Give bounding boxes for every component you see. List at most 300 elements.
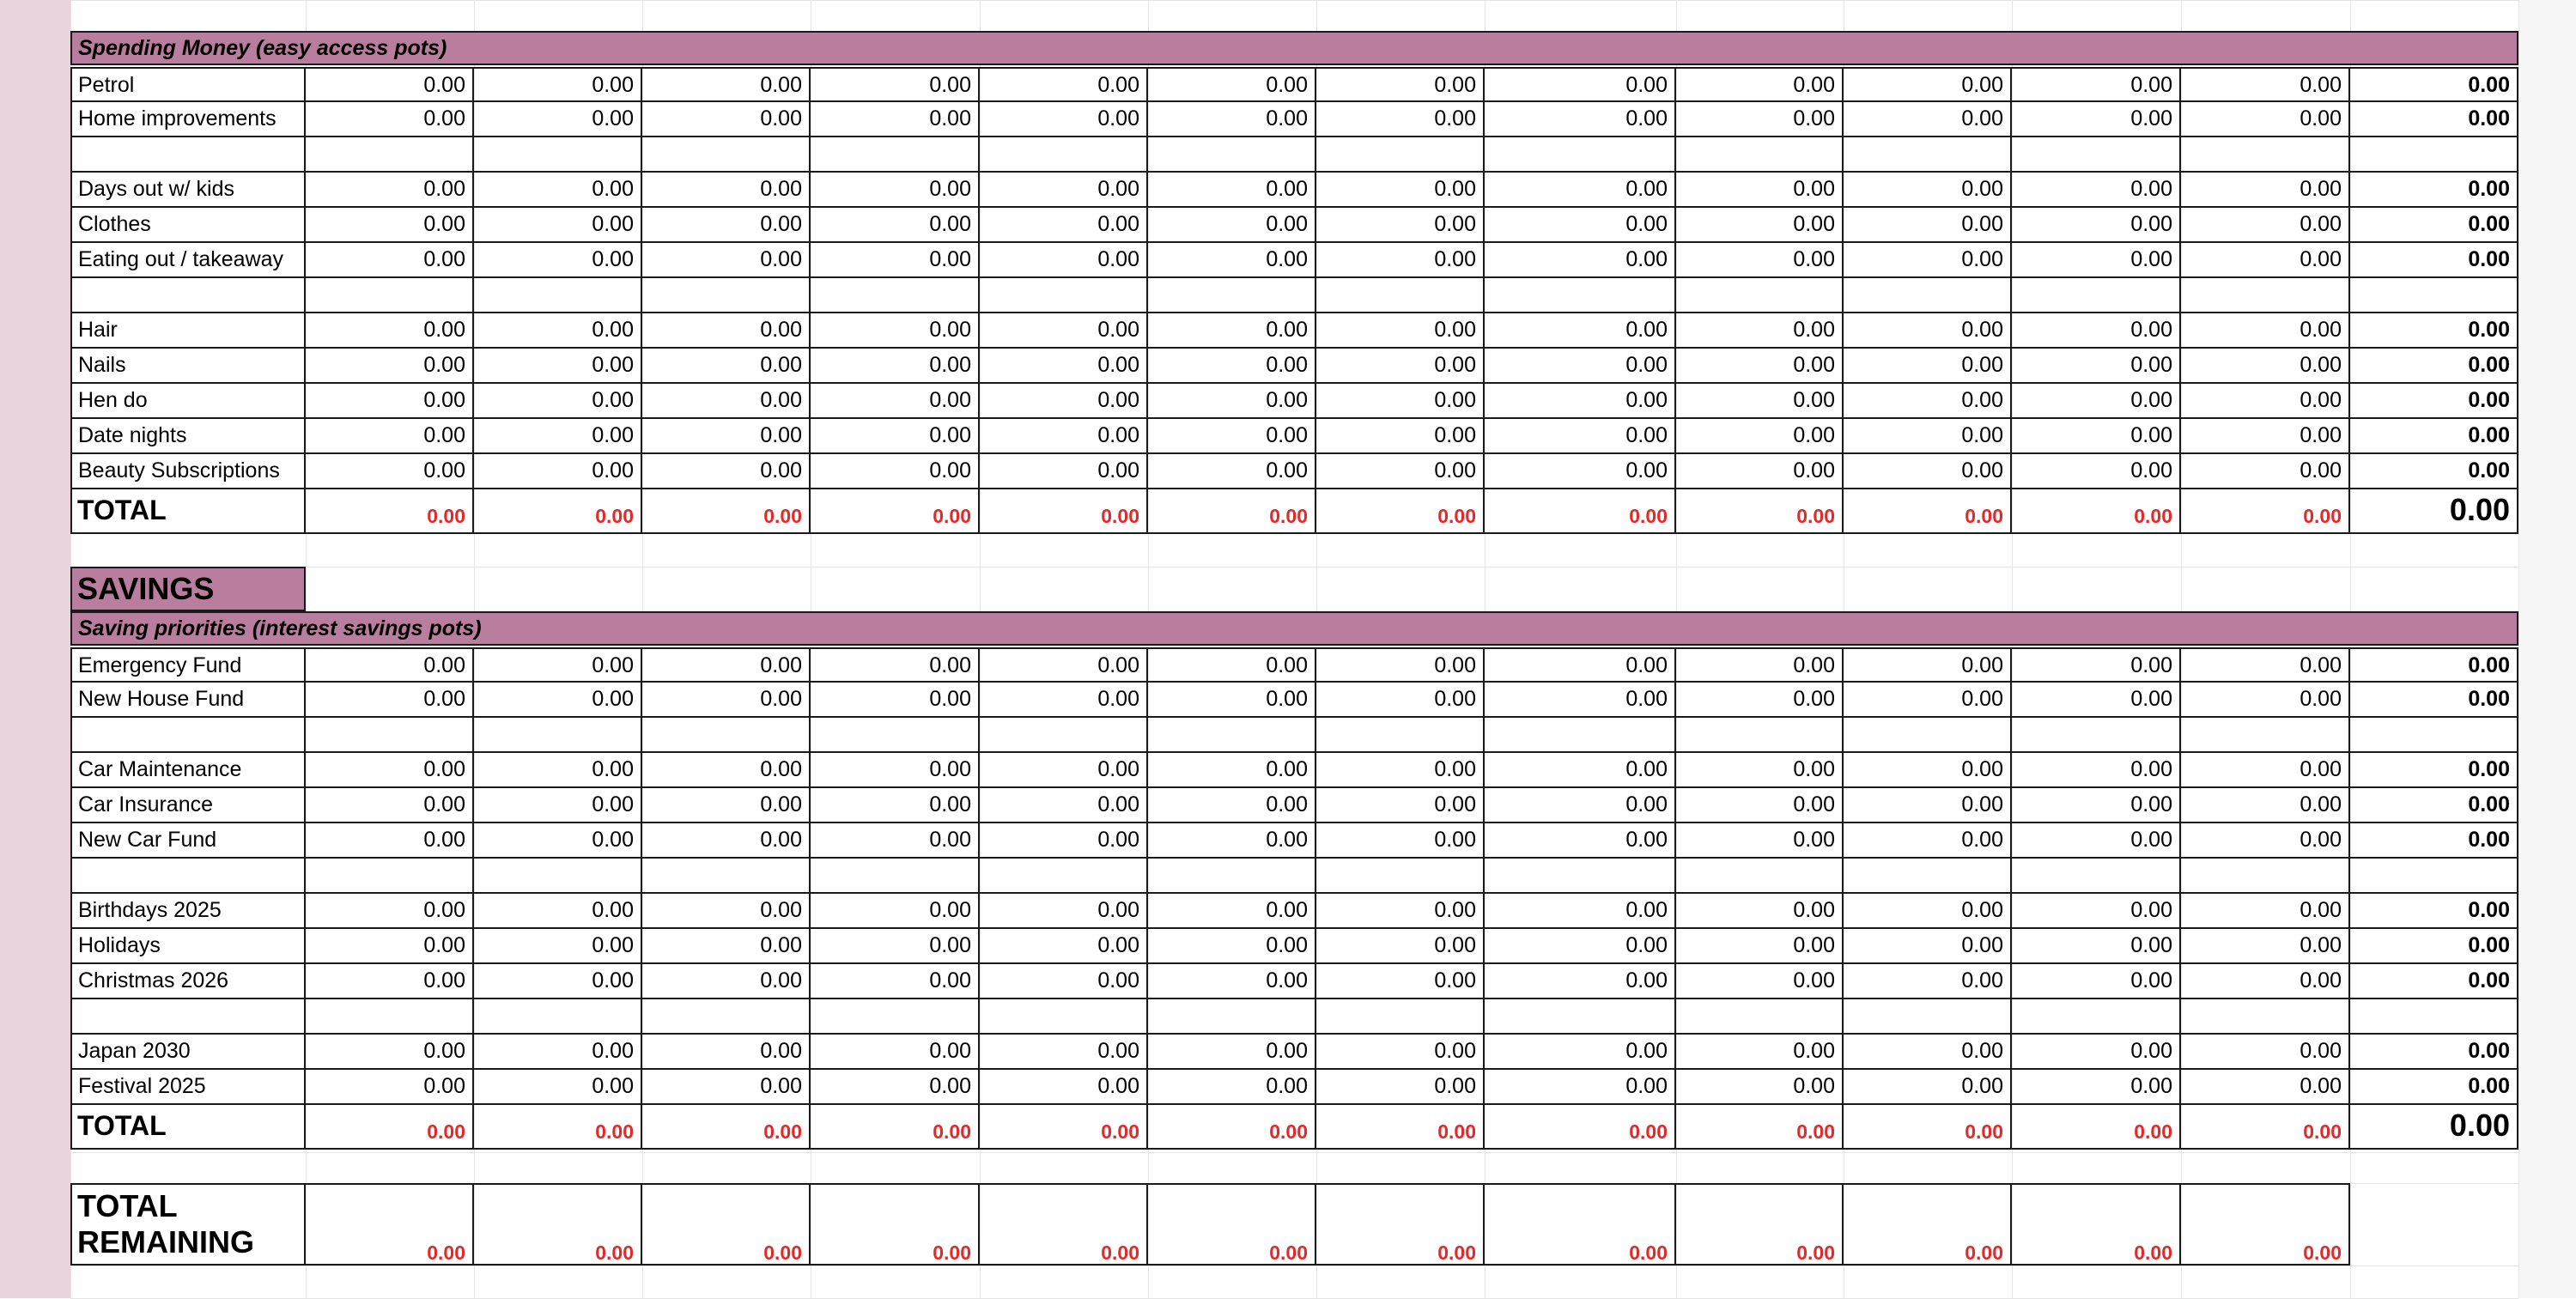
month-value-cell[interactable]: 0.00 bbox=[306, 384, 474, 419]
month-value-cell[interactable]: 0.00 bbox=[306, 788, 474, 823]
row-total-cell[interactable]: 0.00 bbox=[2350, 683, 2518, 718]
month-value-cell[interactable]: 0.00 bbox=[642, 1070, 811, 1105]
month-value-cell[interactable]: 0.00 bbox=[2012, 173, 2181, 208]
month-value-cell[interactable]: 0.00 bbox=[306, 102, 474, 137]
month-value-cell[interactable]: 0.00 bbox=[2012, 753, 2181, 788]
remaining-value-cell[interactable]: 0.00 bbox=[1316, 1183, 1485, 1266]
month-value-cell[interactable]: 0.00 bbox=[811, 102, 980, 137]
month-value-cell[interactable] bbox=[811, 137, 980, 173]
month-value-cell[interactable]: 0.00 bbox=[811, 384, 980, 419]
month-value-cell[interactable] bbox=[811, 859, 980, 894]
month-value-cell[interactable]: 0.00 bbox=[2012, 647, 2181, 683]
month-value-cell[interactable]: 0.00 bbox=[1676, 753, 1844, 788]
row-label-cell[interactable]: Hair bbox=[70, 313, 306, 349]
month-value-cell[interactable]: 0.00 bbox=[1485, 683, 1676, 718]
month-value-cell[interactable] bbox=[1485, 137, 1676, 173]
month-value-cell[interactable]: 0.00 bbox=[1316, 823, 1485, 859]
month-value-cell[interactable]: 0.00 bbox=[1485, 753, 1676, 788]
month-total-cell[interactable]: 0.00 bbox=[980, 1105, 1148, 1150]
month-value-cell[interactable]: 0.00 bbox=[306, 208, 474, 243]
row-label-cell[interactable] bbox=[70, 718, 306, 753]
row-total-cell[interactable]: 0.00 bbox=[2350, 823, 2518, 859]
month-value-cell[interactable]: 0.00 bbox=[1148, 419, 1316, 454]
month-value-cell[interactable]: 0.00 bbox=[306, 419, 474, 454]
month-value-cell[interactable]: 0.00 bbox=[1485, 102, 1676, 137]
month-value-cell[interactable]: 0.00 bbox=[2181, 647, 2350, 683]
month-value-cell[interactable] bbox=[1148, 859, 1316, 894]
month-value-cell[interactable]: 0.00 bbox=[1485, 313, 1676, 349]
month-value-cell[interactable]: 0.00 bbox=[1676, 102, 1844, 137]
month-value-cell[interactable]: 0.00 bbox=[1844, 243, 2012, 278]
month-value-cell[interactable]: 0.00 bbox=[2012, 349, 2181, 384]
month-value-cell[interactable]: 0.00 bbox=[811, 1035, 980, 1070]
month-value-cell[interactable] bbox=[642, 718, 811, 753]
month-value-cell[interactable]: 0.00 bbox=[1148, 894, 1316, 929]
month-value-cell[interactable]: 0.00 bbox=[811, 929, 980, 964]
month-value-cell[interactable]: 0.00 bbox=[1485, 964, 1676, 999]
row-label-cell[interactable]: Date nights bbox=[70, 419, 306, 454]
row-total-cell[interactable]: 0.00 bbox=[2350, 243, 2518, 278]
row-total-cell[interactable]: 0.00 bbox=[2350, 384, 2518, 419]
month-value-cell[interactable]: 0.00 bbox=[811, 419, 980, 454]
month-value-cell[interactable]: 0.00 bbox=[474, 823, 642, 859]
month-value-cell[interactable] bbox=[1316, 859, 1485, 894]
month-value-cell[interactable] bbox=[642, 278, 811, 313]
month-value-cell[interactable]: 0.00 bbox=[811, 788, 980, 823]
month-value-cell[interactable] bbox=[306, 859, 474, 894]
month-value-cell[interactable]: 0.00 bbox=[1485, 1070, 1676, 1105]
month-value-cell[interactable]: 0.00 bbox=[1316, 788, 1485, 823]
month-value-cell[interactable]: 0.00 bbox=[980, 349, 1148, 384]
month-value-cell[interactable]: 0.00 bbox=[1316, 454, 1485, 489]
month-value-cell[interactable]: 0.00 bbox=[811, 454, 980, 489]
month-value-cell[interactable]: 0.00 bbox=[2012, 1070, 2181, 1105]
month-value-cell[interactable]: 0.00 bbox=[980, 1035, 1148, 1070]
month-value-cell[interactable]: 0.00 bbox=[1844, 1070, 2012, 1105]
month-value-cell[interactable] bbox=[474, 859, 642, 894]
month-value-cell[interactable] bbox=[1676, 859, 1844, 894]
row-total-cell[interactable]: 0.00 bbox=[2350, 1070, 2518, 1105]
month-value-cell[interactable]: 0.00 bbox=[474, 349, 642, 384]
row-total-cell[interactable]: 0.00 bbox=[2350, 173, 2518, 208]
month-value-cell[interactable]: 0.00 bbox=[1676, 683, 1844, 718]
month-value-cell[interactable]: 0.00 bbox=[2012, 894, 2181, 929]
month-value-cell[interactable] bbox=[2181, 137, 2350, 173]
month-value-cell[interactable] bbox=[1844, 999, 2012, 1035]
month-value-cell[interactable] bbox=[2012, 859, 2181, 894]
month-value-cell[interactable]: 0.00 bbox=[474, 384, 642, 419]
month-value-cell[interactable]: 0.00 bbox=[1844, 173, 2012, 208]
month-value-cell[interactable]: 0.00 bbox=[1148, 788, 1316, 823]
month-value-cell[interactable]: 0.00 bbox=[642, 1035, 811, 1070]
month-total-cell[interactable]: 0.00 bbox=[2012, 1105, 2181, 1150]
month-value-cell[interactable]: 0.00 bbox=[1316, 102, 1485, 137]
month-value-cell[interactable] bbox=[474, 278, 642, 313]
month-total-cell[interactable]: 0.00 bbox=[474, 1105, 642, 1150]
month-value-cell[interactable] bbox=[980, 999, 1148, 1035]
month-value-cell[interactable]: 0.00 bbox=[642, 647, 811, 683]
row-label-cell[interactable] bbox=[70, 137, 306, 173]
month-value-cell[interactable] bbox=[811, 718, 980, 753]
row-total-cell[interactable]: 0.00 bbox=[2350, 67, 2518, 102]
month-value-cell[interactable]: 0.00 bbox=[474, 647, 642, 683]
row-total-cell[interactable] bbox=[2350, 137, 2518, 173]
month-value-cell[interactable]: 0.00 bbox=[2012, 454, 2181, 489]
month-value-cell[interactable]: 0.00 bbox=[980, 788, 1148, 823]
month-value-cell[interactable] bbox=[1844, 718, 2012, 753]
month-value-cell[interactable] bbox=[1676, 718, 1844, 753]
month-value-cell[interactable] bbox=[1316, 999, 1485, 1035]
month-value-cell[interactable] bbox=[1844, 278, 2012, 313]
month-value-cell[interactable]: 0.00 bbox=[980, 384, 1148, 419]
month-value-cell[interactable] bbox=[1316, 278, 1485, 313]
month-value-cell[interactable]: 0.00 bbox=[306, 894, 474, 929]
month-value-cell[interactable]: 0.00 bbox=[642, 454, 811, 489]
row-label-cell[interactable]: New Car Fund bbox=[70, 823, 306, 859]
month-value-cell[interactable]: 0.00 bbox=[1148, 823, 1316, 859]
month-value-cell[interactable]: 0.00 bbox=[642, 67, 811, 102]
month-value-cell[interactable]: 0.00 bbox=[1676, 313, 1844, 349]
month-value-cell[interactable]: 0.00 bbox=[2012, 788, 2181, 823]
month-value-cell[interactable] bbox=[2012, 718, 2181, 753]
month-value-cell[interactable] bbox=[306, 999, 474, 1035]
month-value-cell[interactable]: 0.00 bbox=[474, 173, 642, 208]
month-value-cell[interactable]: 0.00 bbox=[474, 102, 642, 137]
month-value-cell[interactable]: 0.00 bbox=[811, 894, 980, 929]
month-value-cell[interactable]: 0.00 bbox=[1316, 419, 1485, 454]
month-value-cell[interactable]: 0.00 bbox=[2012, 243, 2181, 278]
month-value-cell[interactable]: 0.00 bbox=[1316, 964, 1485, 999]
month-value-cell[interactable]: 0.00 bbox=[1316, 1070, 1485, 1105]
month-value-cell[interactable]: 0.00 bbox=[1485, 1035, 1676, 1070]
remaining-value-cell[interactable]: 0.00 bbox=[1485, 1183, 1676, 1266]
month-total-cell[interactable]: 0.00 bbox=[2012, 489, 2181, 534]
month-value-cell[interactable]: 0.00 bbox=[1844, 894, 2012, 929]
month-value-cell[interactable]: 0.00 bbox=[2181, 894, 2350, 929]
row-label-cell[interactable]: Eating out / takeaway bbox=[70, 243, 306, 278]
month-value-cell[interactable]: 0.00 bbox=[306, 243, 474, 278]
month-value-cell[interactable]: 0.00 bbox=[1485, 243, 1676, 278]
month-value-cell[interactable]: 0.00 bbox=[1676, 67, 1844, 102]
month-value-cell[interactable]: 0.00 bbox=[1485, 929, 1676, 964]
month-value-cell[interactable]: 0.00 bbox=[1676, 1070, 1844, 1105]
month-value-cell[interactable]: 0.00 bbox=[2181, 384, 2350, 419]
month-total-cell[interactable]: 0.00 bbox=[642, 489, 811, 534]
month-value-cell[interactable]: 0.00 bbox=[2012, 102, 2181, 137]
month-value-cell[interactable]: 0.00 bbox=[811, 349, 980, 384]
month-value-cell[interactable]: 0.00 bbox=[980, 102, 1148, 137]
month-value-cell[interactable]: 0.00 bbox=[306, 823, 474, 859]
month-value-cell[interactable]: 0.00 bbox=[1676, 243, 1844, 278]
month-value-cell[interactable]: 0.00 bbox=[642, 313, 811, 349]
month-value-cell[interactable]: 0.00 bbox=[1844, 67, 2012, 102]
month-value-cell[interactable]: 0.00 bbox=[642, 753, 811, 788]
row-label-cell[interactable]: Petrol bbox=[70, 67, 306, 102]
month-value-cell[interactable]: 0.00 bbox=[1148, 102, 1316, 137]
month-value-cell[interactable] bbox=[1676, 999, 1844, 1035]
month-total-cell[interactable]: 0.00 bbox=[1148, 489, 1316, 534]
remaining-value-cell[interactable]: 0.00 bbox=[642, 1183, 811, 1266]
month-value-cell[interactable]: 0.00 bbox=[1485, 349, 1676, 384]
month-value-cell[interactable] bbox=[1148, 718, 1316, 753]
remaining-value-cell[interactable]: 0.00 bbox=[1148, 1183, 1316, 1266]
row-label-cell[interactable] bbox=[70, 278, 306, 313]
month-total-cell[interactable]: 0.00 bbox=[642, 1105, 811, 1150]
month-value-cell[interactable]: 0.00 bbox=[1148, 243, 1316, 278]
month-value-cell[interactable]: 0.00 bbox=[306, 1070, 474, 1105]
row-label-cell[interactable]: Festival 2025 bbox=[70, 1070, 306, 1105]
row-label-cell[interactable]: Nails bbox=[70, 349, 306, 384]
month-value-cell[interactable]: 0.00 bbox=[1316, 647, 1485, 683]
month-value-cell[interactable] bbox=[306, 278, 474, 313]
month-value-cell[interactable]: 0.00 bbox=[642, 823, 811, 859]
month-value-cell[interactable] bbox=[1148, 278, 1316, 313]
month-value-cell[interactable]: 0.00 bbox=[1148, 929, 1316, 964]
row-total-cell[interactable] bbox=[2350, 999, 2518, 1035]
grand-total-cell[interactable]: 0.00 bbox=[2350, 489, 2518, 534]
month-value-cell[interactable]: 0.00 bbox=[1148, 964, 1316, 999]
month-total-cell[interactable]: 0.00 bbox=[1676, 1105, 1844, 1150]
month-value-cell[interactable] bbox=[1485, 718, 1676, 753]
month-value-cell[interactable]: 0.00 bbox=[642, 384, 811, 419]
month-value-cell[interactable]: 0.00 bbox=[2181, 208, 2350, 243]
month-value-cell[interactable] bbox=[1844, 859, 2012, 894]
month-value-cell[interactable]: 0.00 bbox=[2012, 1035, 2181, 1070]
row-total-cell[interactable]: 0.00 bbox=[2350, 1035, 2518, 1070]
row-label-cell[interactable]: Christmas 2026 bbox=[70, 964, 306, 999]
month-value-cell[interactable]: 0.00 bbox=[2181, 349, 2350, 384]
month-total-cell[interactable]: 0.00 bbox=[811, 1105, 980, 1150]
month-value-cell[interactable] bbox=[474, 999, 642, 1035]
row-total-cell[interactable]: 0.00 bbox=[2350, 454, 2518, 489]
month-value-cell[interactable]: 0.00 bbox=[980, 894, 1148, 929]
month-value-cell[interactable]: 0.00 bbox=[980, 1070, 1148, 1105]
month-value-cell[interactable]: 0.00 bbox=[2012, 823, 2181, 859]
month-value-cell[interactable]: 0.00 bbox=[306, 647, 474, 683]
month-value-cell[interactable]: 0.00 bbox=[2181, 753, 2350, 788]
month-value-cell[interactable]: 0.00 bbox=[1676, 929, 1844, 964]
row-total-cell[interactable]: 0.00 bbox=[2350, 894, 2518, 929]
month-total-cell[interactable]: 0.00 bbox=[1148, 1105, 1316, 1150]
month-value-cell[interactable]: 0.00 bbox=[1316, 753, 1485, 788]
month-value-cell[interactable]: 0.00 bbox=[306, 349, 474, 384]
month-value-cell[interactable]: 0.00 bbox=[1485, 384, 1676, 419]
month-value-cell[interactable]: 0.00 bbox=[306, 313, 474, 349]
month-value-cell[interactable]: 0.00 bbox=[811, 823, 980, 859]
month-value-cell[interactable]: 0.00 bbox=[474, 753, 642, 788]
row-total-cell[interactable]: 0.00 bbox=[2350, 313, 2518, 349]
row-label-cell[interactable]: Hen do bbox=[70, 384, 306, 419]
remaining-value-cell[interactable]: 0.00 bbox=[474, 1183, 642, 1266]
month-value-cell[interactable]: 0.00 bbox=[642, 208, 811, 243]
month-value-cell[interactable]: 0.00 bbox=[811, 1070, 980, 1105]
month-value-cell[interactable]: 0.00 bbox=[811, 964, 980, 999]
month-value-cell[interactable]: 0.00 bbox=[2181, 67, 2350, 102]
month-value-cell[interactable]: 0.00 bbox=[1844, 753, 2012, 788]
month-value-cell[interactable]: 0.00 bbox=[980, 243, 1148, 278]
month-value-cell[interactable]: 0.00 bbox=[2012, 384, 2181, 419]
row-total-cell[interactable] bbox=[2350, 718, 2518, 753]
month-value-cell[interactable] bbox=[2181, 999, 2350, 1035]
month-value-cell[interactable]: 0.00 bbox=[1485, 647, 1676, 683]
month-value-cell[interactable]: 0.00 bbox=[1676, 384, 1844, 419]
row-total-cell[interactable]: 0.00 bbox=[2350, 964, 2518, 999]
row-label-cell[interactable]: New House Fund bbox=[70, 683, 306, 718]
row-total-cell[interactable]: 0.00 bbox=[2350, 419, 2518, 454]
row-label-cell[interactable]: Holidays bbox=[70, 929, 306, 964]
month-value-cell[interactable]: 0.00 bbox=[1148, 1070, 1316, 1105]
month-value-cell[interactable]: 0.00 bbox=[642, 173, 811, 208]
month-value-cell[interactable]: 0.00 bbox=[1676, 419, 1844, 454]
month-value-cell[interactable]: 0.00 bbox=[1316, 208, 1485, 243]
remaining-value-cell[interactable]: 0.00 bbox=[1844, 1183, 2012, 1266]
month-value-cell[interactable]: 0.00 bbox=[1844, 349, 2012, 384]
month-value-cell[interactable] bbox=[2181, 278, 2350, 313]
month-value-cell[interactable]: 0.00 bbox=[980, 823, 1148, 859]
month-value-cell[interactable] bbox=[1676, 278, 1844, 313]
month-value-cell[interactable]: 0.00 bbox=[306, 1035, 474, 1070]
month-total-cell[interactable]: 0.00 bbox=[474, 489, 642, 534]
row-total-cell[interactable]: 0.00 bbox=[2350, 753, 2518, 788]
month-value-cell[interactable]: 0.00 bbox=[980, 313, 1148, 349]
month-value-cell[interactable]: 0.00 bbox=[474, 894, 642, 929]
month-total-cell[interactable]: 0.00 bbox=[1485, 489, 1676, 534]
month-total-cell[interactable]: 0.00 bbox=[2181, 489, 2350, 534]
month-value-cell[interactable]: 0.00 bbox=[642, 683, 811, 718]
month-value-cell[interactable]: 0.00 bbox=[1844, 683, 2012, 718]
row-total-cell[interactable]: 0.00 bbox=[2350, 349, 2518, 384]
remaining-value-cell[interactable]: 0.00 bbox=[1676, 1183, 1844, 1266]
month-value-cell[interactable]: 0.00 bbox=[1676, 964, 1844, 999]
month-value-cell[interactable]: 0.00 bbox=[1316, 243, 1485, 278]
month-value-cell[interactable]: 0.00 bbox=[1844, 788, 2012, 823]
row-label-cell[interactable] bbox=[70, 999, 306, 1035]
month-value-cell[interactable]: 0.00 bbox=[2181, 683, 2350, 718]
month-value-cell[interactable]: 0.00 bbox=[642, 929, 811, 964]
month-value-cell[interactable] bbox=[811, 278, 980, 313]
month-value-cell[interactable] bbox=[980, 718, 1148, 753]
month-value-cell[interactable] bbox=[474, 718, 642, 753]
remaining-value-cell[interactable]: 0.00 bbox=[306, 1183, 474, 1266]
month-value-cell[interactable] bbox=[474, 137, 642, 173]
month-value-cell[interactable]: 0.00 bbox=[1844, 647, 2012, 683]
month-value-cell[interactable] bbox=[1676, 137, 1844, 173]
month-value-cell[interactable]: 0.00 bbox=[1148, 67, 1316, 102]
month-value-cell[interactable]: 0.00 bbox=[1148, 384, 1316, 419]
row-label-cell[interactable]: Car Maintenance bbox=[70, 753, 306, 788]
month-total-cell[interactable]: 0.00 bbox=[811, 489, 980, 534]
month-value-cell[interactable]: 0.00 bbox=[811, 243, 980, 278]
month-value-cell[interactable] bbox=[306, 718, 474, 753]
month-value-cell[interactable] bbox=[2012, 278, 2181, 313]
month-value-cell[interactable]: 0.00 bbox=[1485, 67, 1676, 102]
month-value-cell[interactable] bbox=[1148, 137, 1316, 173]
month-total-cell[interactable]: 0.00 bbox=[1844, 489, 2012, 534]
month-value-cell[interactable]: 0.00 bbox=[1148, 454, 1316, 489]
month-total-cell[interactable]: 0.00 bbox=[980, 489, 1148, 534]
month-value-cell[interactable] bbox=[980, 278, 1148, 313]
month-value-cell[interactable]: 0.00 bbox=[1676, 788, 1844, 823]
month-value-cell[interactable]: 0.00 bbox=[474, 67, 642, 102]
month-value-cell[interactable]: 0.00 bbox=[306, 67, 474, 102]
month-value-cell[interactable]: 0.00 bbox=[474, 1070, 642, 1105]
month-value-cell[interactable] bbox=[306, 137, 474, 173]
row-label-cell[interactable] bbox=[70, 859, 306, 894]
month-value-cell[interactable]: 0.00 bbox=[1148, 683, 1316, 718]
month-value-cell[interactable] bbox=[2012, 137, 2181, 173]
month-value-cell[interactable] bbox=[1485, 859, 1676, 894]
month-value-cell[interactable]: 0.00 bbox=[642, 243, 811, 278]
month-value-cell[interactable]: 0.00 bbox=[2181, 929, 2350, 964]
month-total-cell[interactable]: 0.00 bbox=[1676, 489, 1844, 534]
row-total-cell[interactable] bbox=[2350, 859, 2518, 894]
month-value-cell[interactable] bbox=[1316, 718, 1485, 753]
month-value-cell[interactable]: 0.00 bbox=[2181, 419, 2350, 454]
month-value-cell[interactable]: 0.00 bbox=[1316, 683, 1485, 718]
month-value-cell[interactable] bbox=[2181, 859, 2350, 894]
month-value-cell[interactable]: 0.00 bbox=[474, 243, 642, 278]
month-value-cell[interactable]: 0.00 bbox=[474, 788, 642, 823]
month-value-cell[interactable]: 0.00 bbox=[811, 753, 980, 788]
month-value-cell[interactable]: 0.00 bbox=[642, 894, 811, 929]
month-value-cell[interactable] bbox=[1148, 999, 1316, 1035]
month-value-cell[interactable]: 0.00 bbox=[2012, 208, 2181, 243]
row-total-cell[interactable] bbox=[2350, 278, 2518, 313]
month-total-cell[interactable]: 0.00 bbox=[1316, 489, 1485, 534]
month-value-cell[interactable] bbox=[1844, 137, 2012, 173]
month-value-cell[interactable]: 0.00 bbox=[1316, 173, 1485, 208]
row-label-cell[interactable]: Days out w/ kids bbox=[70, 173, 306, 208]
month-value-cell[interactable]: 0.00 bbox=[1485, 454, 1676, 489]
month-value-cell[interactable]: 0.00 bbox=[1148, 173, 1316, 208]
month-value-cell[interactable]: 0.00 bbox=[1676, 894, 1844, 929]
month-value-cell[interactable]: 0.00 bbox=[474, 964, 642, 999]
month-value-cell[interactable]: 0.00 bbox=[642, 788, 811, 823]
month-value-cell[interactable]: 0.00 bbox=[980, 647, 1148, 683]
month-value-cell[interactable]: 0.00 bbox=[474, 419, 642, 454]
row-label-cell[interactable]: Clothes bbox=[70, 208, 306, 243]
month-total-cell[interactable]: 0.00 bbox=[1485, 1105, 1676, 1150]
month-value-cell[interactable]: 0.00 bbox=[1316, 313, 1485, 349]
month-value-cell[interactable]: 0.00 bbox=[2012, 419, 2181, 454]
month-value-cell[interactable]: 0.00 bbox=[1316, 384, 1485, 419]
month-value-cell[interactable]: 0.00 bbox=[980, 419, 1148, 454]
month-value-cell[interactable]: 0.00 bbox=[1316, 349, 1485, 384]
month-total-cell[interactable]: 0.00 bbox=[1844, 1105, 2012, 1150]
month-value-cell[interactable]: 0.00 bbox=[2012, 683, 2181, 718]
month-value-cell[interactable]: 0.00 bbox=[1148, 313, 1316, 349]
month-value-cell[interactable]: 0.00 bbox=[1148, 753, 1316, 788]
month-value-cell[interactable]: 0.00 bbox=[2181, 1070, 2350, 1105]
month-value-cell[interactable] bbox=[2181, 718, 2350, 753]
month-value-cell[interactable]: 0.00 bbox=[811, 313, 980, 349]
month-value-cell[interactable]: 0.00 bbox=[1844, 208, 2012, 243]
month-value-cell[interactable] bbox=[1485, 999, 1676, 1035]
month-value-cell[interactable]: 0.00 bbox=[1844, 823, 2012, 859]
month-value-cell[interactable]: 0.00 bbox=[306, 753, 474, 788]
month-value-cell[interactable]: 0.00 bbox=[1485, 208, 1676, 243]
row-total-cell[interactable]: 0.00 bbox=[2350, 208, 2518, 243]
month-value-cell[interactable]: 0.00 bbox=[980, 208, 1148, 243]
month-value-cell[interactable]: 0.00 bbox=[1844, 454, 2012, 489]
grand-total-cell[interactable]: 0.00 bbox=[2350, 1105, 2518, 1150]
month-value-cell[interactable]: 0.00 bbox=[1676, 173, 1844, 208]
month-value-cell[interactable]: 0.00 bbox=[642, 419, 811, 454]
row-label-cell[interactable]: Beauty Subscriptions bbox=[70, 454, 306, 489]
month-value-cell[interactable]: 0.00 bbox=[1844, 1035, 2012, 1070]
remaining-value-cell[interactable]: 0.00 bbox=[2181, 1183, 2350, 1266]
month-total-cell[interactable]: 0.00 bbox=[306, 1105, 474, 1150]
